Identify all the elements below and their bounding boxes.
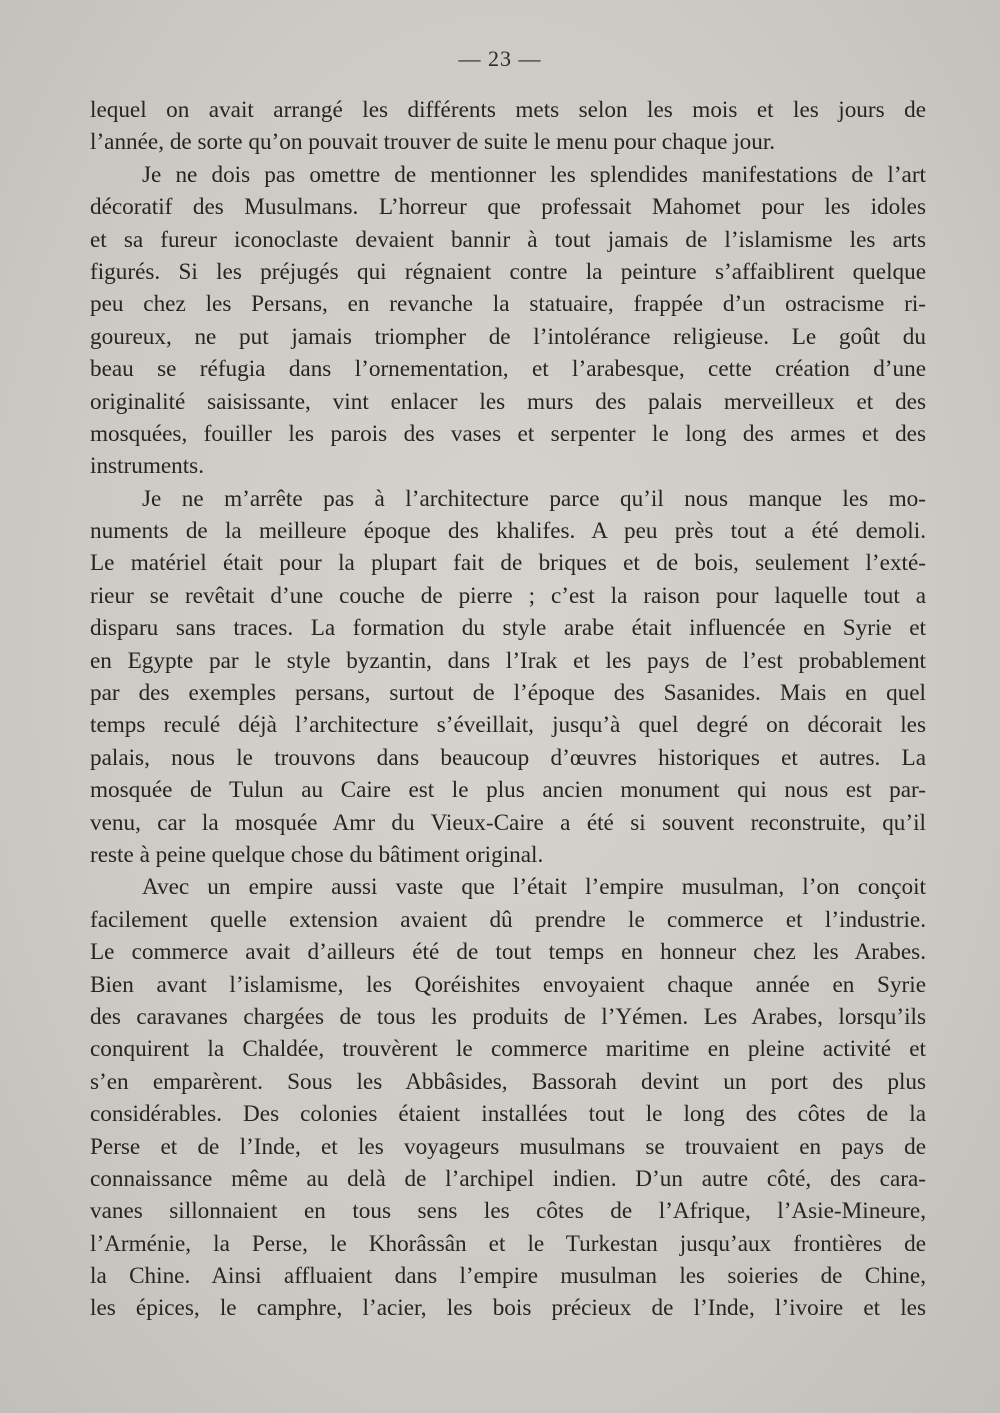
text-line: figurés. Si les préjugés qui régnaient contre la peinture s’affaiblirent quelque [90,258,926,285]
text-line: l’Arménie, la Perse, le Khorâssân et le Turkestan jusqu’aux frontières de [90,1230,926,1257]
text-line: et sa fureur iconoclaste devaient bannir à tout jamais de l’islamisme les arts [90,226,926,253]
text-line: s’en emparèrent. Sous les Abbâsides, Bassorah devint un port des plus [90,1068,926,1095]
text-line: connaissance même au delà de l’archipel indien. D’un autre côté, des cara- [90,1165,926,1192]
text-line: goureux, ne put jamais triompher de l’intolérance religieuse. Le goût du [90,323,926,350]
text-line: Je ne m’arrête pas à l’architecture parce qu’il nous manque les mo- [142,485,926,512]
text-line: venu, car la mosquée Amr du Vieux-Caire a été si souvent reconstruite, qu’il [90,809,926,836]
text-line: considérables. Des colonies étaient installées tout le long des côtes de la [90,1101,926,1128]
text-line: palais, nous le trouvons dans beaucoup d’œuvres historiques et autres. La [90,744,926,771]
text-line: Avec un empire aussi vaste que l’était l’empire musulman, l’on conçoit [142,874,926,901]
text-line: numents de la meilleure époque des khalifes. A peu près tout a été demoli. [90,518,926,545]
text-line: par des exemples persans, surtout de l’époque des Sasanides. Mais en quel [90,680,926,707]
text-line: Bien avant l’islamisme, les Qoréishites envoyaient chaque année en Syrie [90,971,926,998]
text-line: beau se réfugia dans l’ornementation, et l’arabesque, cette création d’une [90,356,926,383]
body-text [90,94,926,1325]
text-line: mosquées, fouiller les parois des vases et serpenter le long des armes et des [90,420,926,447]
text-line: reste à peine quelque chose du bâtiment original. [90,841,544,868]
text-line: instruments. [90,453,205,480]
text-line: Le commerce avait d’ailleurs été de tout temps en honneur chez les Arabes. [90,939,926,966]
text-line: vanes sillonnaient en tous sens les côtes de l’Afrique, l’Asie-Mineure, [90,1198,926,1225]
text-line: rieur se revêtait d’une couche de pierre ; c’est la raison pour laquelle tout a [90,582,926,609]
text-line: mosquée de Tulun au Caire est le plus ancien monument qui nous est par- [90,777,926,804]
text-line: en Egypte par le style byzantin, dans l’Irak et les pays de l’est probablement [90,647,926,674]
text-line: Perse et de l’Inde, et les voyageurs musulmans se trouvaient en pays de [90,1133,926,1160]
text-line: l’année, de sorte qu’on pouvait trouver de suite le menu pour chaque jour. [90,129,776,156]
paragraph [90,159,926,483]
text-line: la Chine. Ainsi affluaient dans l’empire musulman les soieries de Chine, [90,1263,926,1290]
text-line: des caravanes chargées de tous les produits de l’Yémen. Les Arabes, lorsqu’ils [90,1003,926,1030]
page-number: — 23 — [458,46,542,71]
text-line: les épices, le camphre, l’acier, les bois précieux de l’Inde, l’ivoire et les [90,1295,926,1322]
paragraph [90,94,926,159]
text-line: facilement quelle extension avaient dû prendre le commerce et l’industrie. [90,906,926,933]
text-line: originalité saisissante, vint enlacer les murs des palais merveilleux et des [90,388,926,415]
text-line: disparu sans traces. La formation du style arabe était influencée en Syrie et [90,615,926,642]
text-line: lequel on avait arrangé les différents mets selon les mois et les jours de [90,97,926,123]
text-line: Le matériel était pour la plupart fait de briques et de bois, seulement l’exté- [90,550,926,577]
text-line: conquirent la Chaldée, trouvèrent le commerce maritime en pleine activité et [90,1036,926,1063]
text-line: temps reculé déjà l’architecture s’éveillait, jusqu’à quel degré on décorait les [90,712,926,739]
paragraph [90,483,926,872]
text-line: décoratif des Musulmans. L’horreur que professait Mahomet pour les idoles [90,194,926,221]
text-line: peu chez les Persans, en revanche la statuaire, frappée d’un ostracisme ri- [90,291,926,318]
paragraph [90,871,926,1324]
text-line: Je ne dois pas omettre de mentionner les splendides manifestations de l’art [142,161,926,188]
